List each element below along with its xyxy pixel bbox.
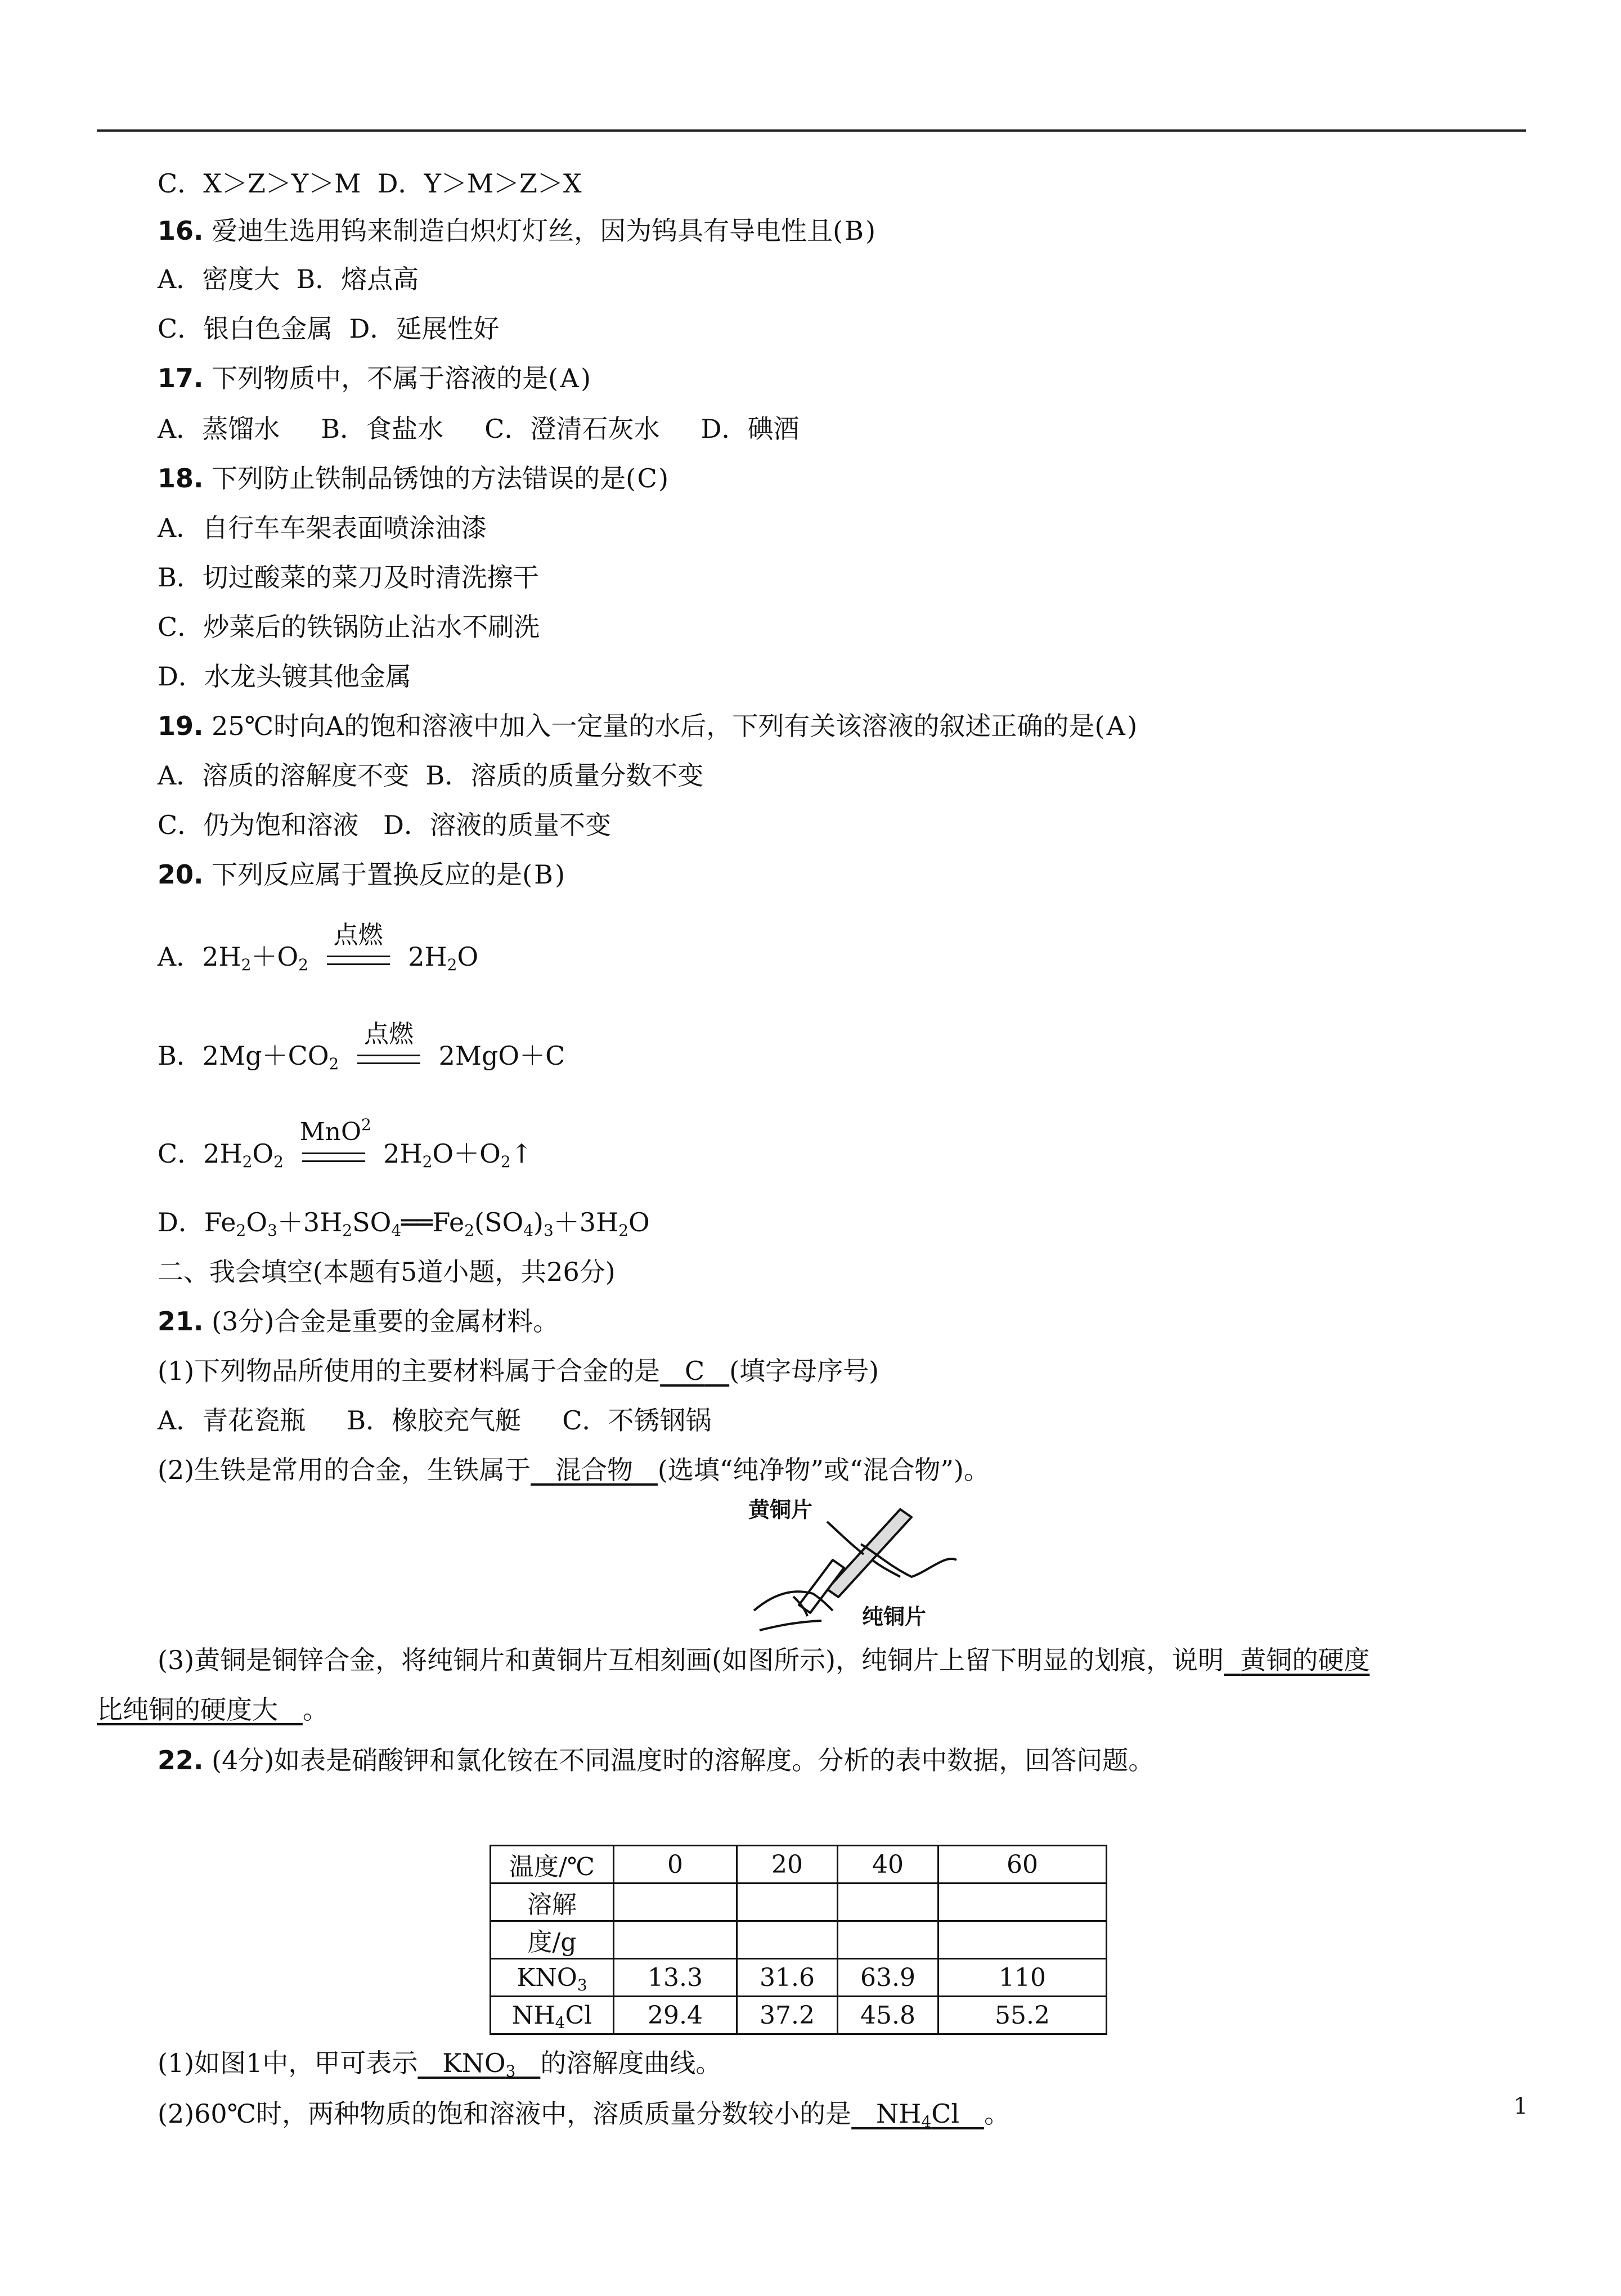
answer: 混合物	[555, 1455, 634, 1485]
answer: B	[534, 859, 553, 890]
question-text: 25℃时向A的饱和溶液中加入一定量的水后，下列有关该溶液的叙述正确的是(	[212, 711, 1105, 741]
q21-part2	[158, 1453, 990, 1487]
part-text: (3)黄铜是铜锌合金，将纯铜片和黄铜片互相刻画(如图所示)，纯铜片上留下明显的划痕，说明	[158, 1645, 1224, 1675]
option-d: D．Y＞M＞Z＞X	[377, 168, 582, 199]
option-c: C．银白色金属	[158, 313, 333, 344]
answer: A	[560, 363, 579, 393]
paren: )	[1127, 711, 1138, 741]
option-c: C．炒菜后的铁锅防止沾水不刷洗	[158, 612, 540, 642]
q21-part3-cont	[97, 1693, 329, 1727]
q15-options	[158, 167, 582, 200]
answer: C	[637, 463, 657, 494]
question-number: 21.	[158, 1306, 204, 1337]
question-text: (4分)如表是硝酸钾和氯化铵在不同温度时的溶解度。分析的表中数据，回答问题。	[212, 1745, 1155, 1775]
table-cell: $KNO_3$	[491, 1959, 614, 1997]
part-tail: (选填“纯净物”或“混合物”)。	[657, 1455, 990, 1485]
option-c: C．不锈钢锅	[562, 1405, 712, 1436]
question-number: 18.	[158, 463, 204, 494]
reaction-arrow	[325, 921, 392, 976]
question-number: 22.	[158, 1745, 204, 1775]
table-cell: 63.9	[838, 1959, 939, 1997]
option-b: B．食盐水	[321, 414, 444, 444]
table-row	[491, 1846, 1107, 1884]
table-cell: 55.2	[939, 1997, 1107, 2034]
part-text: (1)如图1中，甲可表示	[158, 2048, 418, 2078]
header-cell: 40	[838, 1846, 939, 1884]
q21-part3	[158, 1643, 1369, 1677]
q18-stem	[158, 461, 668, 495]
q19-options-cd	[158, 808, 611, 842]
question-number: 20.	[158, 859, 204, 890]
part-text: (2)60℃时，两种物质的饱和溶液中，溶质质量分数较小的是	[158, 2098, 852, 2129]
q22-stem	[158, 1743, 1154, 1777]
q16-options-cd	[158, 312, 499, 346]
question-number: 19.	[158, 711, 204, 741]
table-cell: 31.6	[737, 1959, 838, 1997]
option-b: B．切过酸菜的菜刀及时清洗擦干	[158, 562, 539, 593]
q20-option-c: C．$2H_2O_2$ MnO$^2$ $2H_2O+O_2↑$	[158, 1137, 532, 1173]
option-b: B．溶质的质量分数不变	[425, 760, 704, 791]
table-cell: 13.3	[614, 1959, 737, 1997]
reaction-arrow	[355, 1020, 423, 1075]
option-d: D．延展性好	[349, 313, 500, 344]
period: 。	[984, 2098, 1010, 2129]
q20-option-d: D．$Fe_2O_3+3H_2SO_4══Fe_2(SO_4)_3+3H_2O$	[158, 1207, 650, 1240]
q22-part1: (1)如图1中，甲可表示 $KNO_3$ 的溶解度曲线。	[158, 2048, 722, 2080]
table-cell: $NH_4Cl$	[491, 1997, 614, 2034]
q16-stem	[158, 214, 875, 248]
period: 。	[302, 1694, 329, 1725]
option-b: B．橡胶充气艇	[347, 1405, 522, 1436]
condition: 点燃	[333, 921, 383, 949]
hands-icon	[743, 1492, 979, 1633]
paren: )	[658, 463, 669, 494]
condition: MnO	[299, 1118, 362, 1146]
table-row	[491, 1997, 1107, 2034]
page-number: 1	[1514, 2093, 1528, 2119]
q19-stem	[158, 709, 1137, 743]
option-d: D．溶液的质量不变	[383, 810, 611, 840]
header-cell: 0	[614, 1846, 737, 1884]
paren: )	[581, 363, 591, 393]
question-number: 17.	[158, 363, 204, 393]
copper-label: 纯铜片	[862, 1604, 927, 1629]
part-text: (1)下列物品所使用的主要材料属于合金的是	[158, 1356, 661, 1386]
table-cell: 度/g	[491, 1921, 614, 1959]
part-text: (2)生铁是常用的合金，生铁属于	[158, 1455, 531, 1485]
condition: 点燃	[363, 1020, 414, 1048]
question-text: 爱迪生选用钨来制造白炽灯灯丝，因为钨具有导电性且(	[212, 216, 843, 246]
solubility-table	[490, 1845, 1107, 2035]
brass-label: 黄铜片	[748, 1497, 813, 1522]
answer: C	[685, 1356, 705, 1386]
table-cell: 110	[939, 1959, 1107, 1997]
table-cell: 溶解	[491, 1884, 614, 1921]
header-cell: 温度/℃	[491, 1846, 614, 1884]
question-text: 下列反应属于置换反应的是(	[212, 859, 533, 890]
q17-stem	[158, 361, 591, 395]
question-number: 16.	[158, 216, 204, 246]
table-row	[491, 1921, 1107, 1959]
table-cell: 45.8	[838, 1997, 939, 2034]
part-tail: 的溶解度曲线。	[540, 2048, 722, 2078]
option-a: A．蒸馏水	[158, 414, 280, 444]
answer-continued: 比纯铜的硬度大	[97, 1694, 278, 1725]
part-tail: (填字母序号)	[729, 1356, 879, 1386]
header-cell: 20	[737, 1846, 838, 1884]
top-rule	[97, 129, 1526, 132]
header-cell: 60	[939, 1846, 1107, 1884]
q21-part1-options	[158, 1403, 712, 1437]
q21-part1	[158, 1354, 879, 1388]
option-a: A．自行车车架表面喷涂油漆	[158, 513, 487, 543]
option-c: C．仍为饱和溶液	[158, 810, 359, 840]
answer: B	[845, 216, 864, 246]
option-a: A．青花瓷瓶	[158, 1405, 306, 1436]
option-d: D．水龙头镀其他金属	[158, 661, 411, 692]
option-c: C．澄清石灰水	[484, 414, 660, 444]
question-text: 下列物质中，不属于溶液的是(	[212, 363, 559, 393]
scratch-figure	[743, 1492, 979, 1633]
q17-options	[158, 412, 800, 446]
option-c: C．X＞Z＞Y＞M	[158, 168, 361, 199]
q21-stem	[158, 1304, 559, 1338]
paren: )	[555, 859, 565, 890]
q19-options-ab	[158, 759, 703, 792]
answer: 黄铜的硬度	[1240, 1645, 1370, 1675]
table-cell: 29.4	[614, 1997, 737, 2034]
table-row	[491, 1959, 1107, 1997]
option-a: A．溶质的溶解度不变	[158, 760, 410, 791]
q16-options-ab	[158, 262, 419, 296]
option-b: B．熔点高	[296, 264, 419, 294]
question-text: 下列防止铁制品锈蚀的方法错误的是(	[212, 463, 636, 494]
paren: )	[865, 216, 876, 246]
table-row	[491, 1884, 1107, 1921]
q20-option-b: B．$2Mg+CO_2$ 点燃 2MgO＋C	[158, 1039, 565, 1075]
question-text: (3分)合金是重要的金属材料。	[212, 1306, 559, 1337]
reaction-arrow: MnO$^2$	[300, 1139, 367, 1173]
answer: A	[1106, 711, 1125, 741]
table-cell: 37.2	[737, 1997, 838, 2034]
section-title: 二、我会填空(本题有5道小题，共26分)	[158, 1257, 616, 1287]
q22-part2: (2)60℃时，两种物质的饱和溶液中，溶质质量分数较小的是 $NH_4Cl$ 。	[158, 2098, 1010, 2131]
option-a: A．密度大	[158, 264, 280, 294]
q20-option-a: A．$2H_2+O_2$ 点燃 $2H_2O$	[158, 940, 478, 976]
option-d: D．碘酒	[701, 414, 800, 444]
q20-stem	[158, 858, 565, 891]
